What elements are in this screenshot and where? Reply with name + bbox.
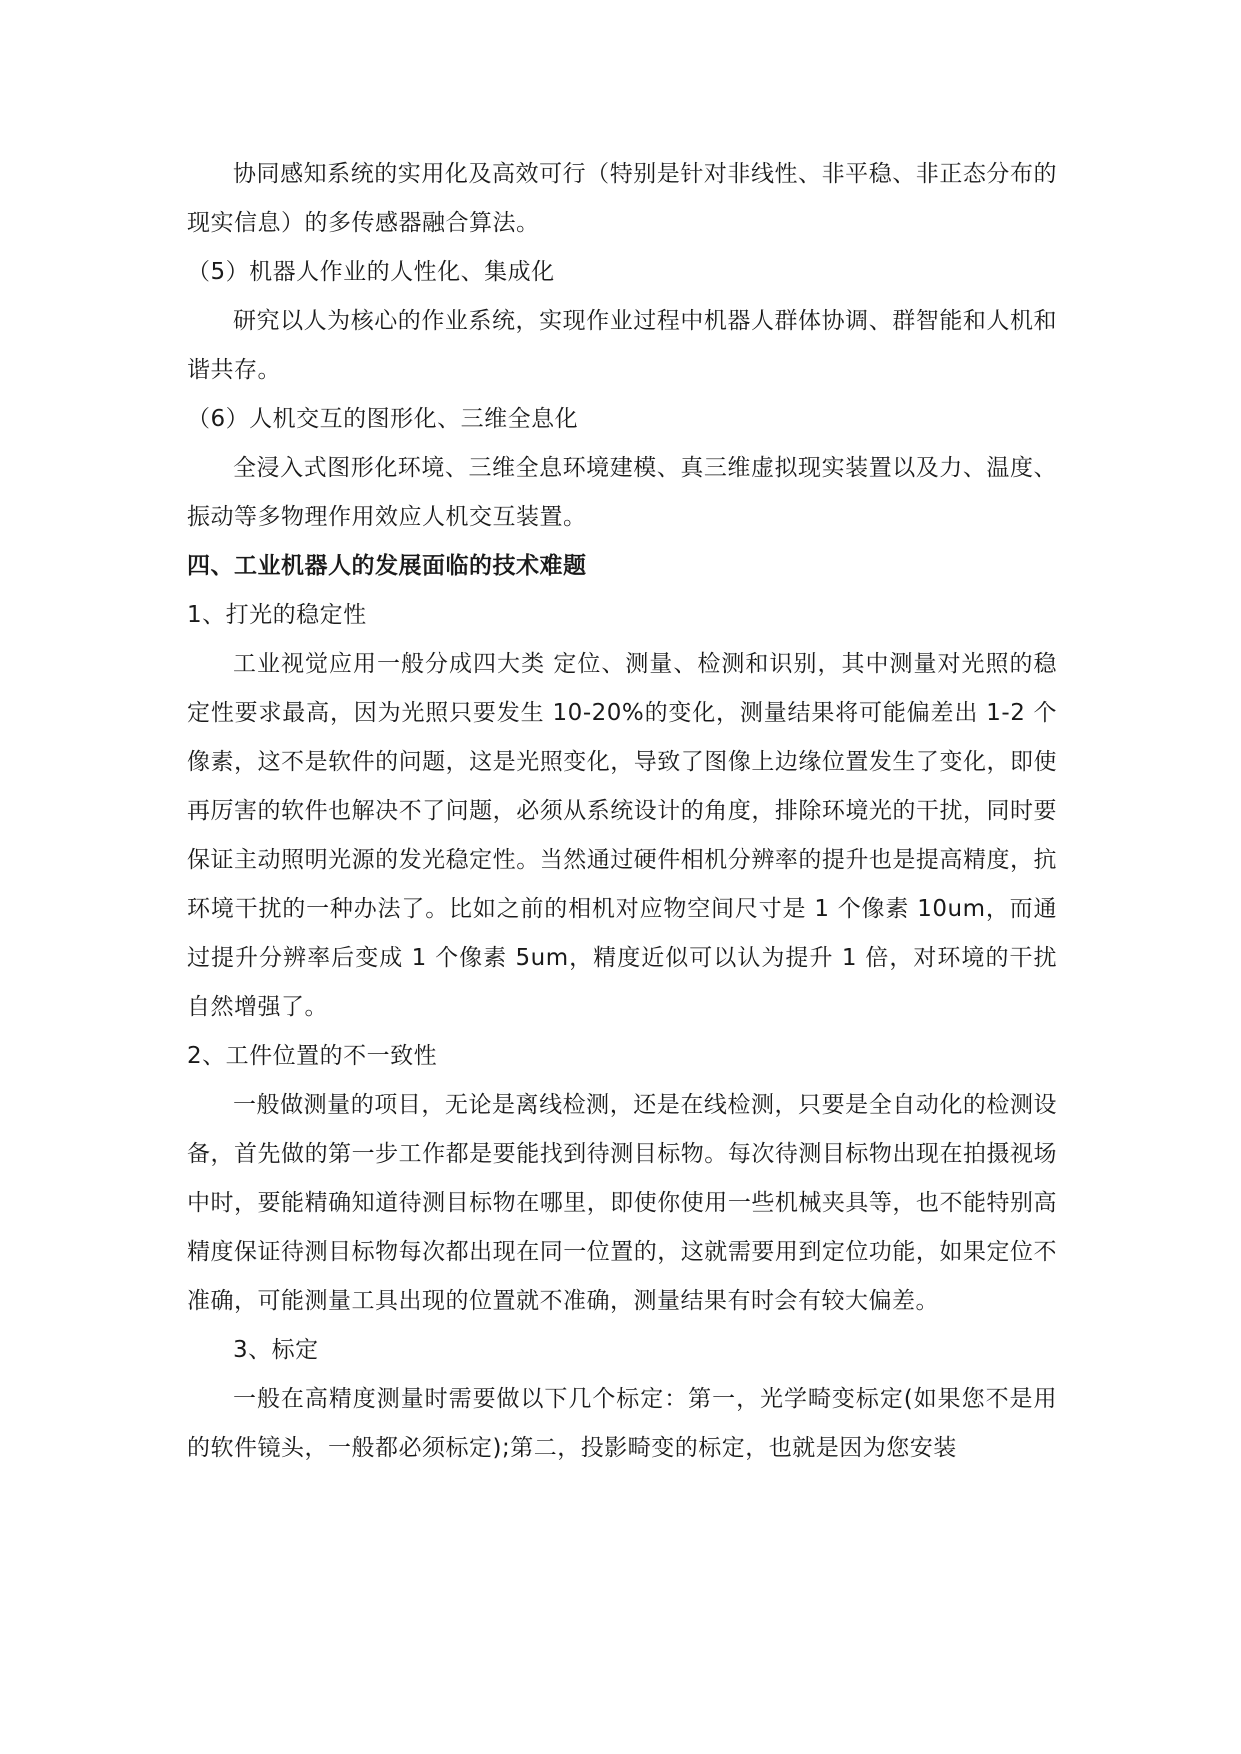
subheading-lighting: 1、打光的稳定性 xyxy=(187,602,367,628)
section-heading-4: 四、工业机器人的发展面临的技术难题 xyxy=(187,553,587,579)
subheading-position: 2、工件位置的不一致性 xyxy=(187,1043,438,1069)
document-body xyxy=(187,150,1057,1473)
subheading-6: （6）人机交互的图形化、三维全息化 xyxy=(187,406,579,432)
paragraph-sensor-fusion: 协同感知系统的实用化及高效可行（特别是针对非线性、非平稳、非正态分布的现实信息）的多传感器融合算法。 xyxy=(187,161,1057,236)
paragraph-lighting: 工业视觉应用一般分成四大类 定位、测量、检测和识别，其中测量对光照的稳定性要求最高，因为光照只要发生 10-20%的变化，测量结果将可能偏差出 1-2 个像素，这不是软件的问题，这是光照变化，导致了图像上边缘位置发生了变化，即使再厉害的软件也解决不了问题，必须从系统设计的角度，排除环境光的干扰，同时要保证主动照明光源的发光稳定性。当然通过硬件相机分辨率的提升也是提高精度，抗环境干扰的一种办法了。比如之前的相机对应物空间尺寸是 1 个像素 10um，而通过提升分辨率后变成 1 个像素 5um，精度近似可以认为提升 1 倍，对环境的干扰自然增强了。 xyxy=(187,651,1057,1020)
subheading-calibration: 3、标定 xyxy=(233,1337,319,1363)
paragraph-human-centric: 研究以人为核心的作业系统，实现作业过程中机器人群体协调、群智能和人机和谐共存。 xyxy=(187,308,1057,383)
paragraph-calibration: 一般在高精度测量时需要做以下几个标定：第一，光学畸变标定(如果您不是用的软件镜头，一般都必须标定);第二，投影畸变的标定，也就是因为您安装 xyxy=(187,1386,1057,1461)
subheading-5: （5）机器人作业的人性化、集成化 xyxy=(187,259,555,285)
paragraph-position: 一般做测量的项目，无论是离线检测，还是在线检测，只要是全自动化的检测设备，首先做的第一步工作都是要能找到待测目标物。每次待测目标物出现在拍摄视场中时，要能精确知道待测目标物在哪里，即使你使用一些机械夹具等，也不能特别高精度保证待测目标物每次都出现在同一位置的，这就需要用到定位功能，如果定位不准确，可能测量工具出现的位置就不准确，测量结果有时会有较大偏差。 xyxy=(187,1092,1057,1314)
paragraph-immersive: 全浸入式图形化环境、三维全息环境建模、真三维虚拟现实装置以及力、温度、振动等多物理作用效应人机交互装置。 xyxy=(187,455,1057,530)
